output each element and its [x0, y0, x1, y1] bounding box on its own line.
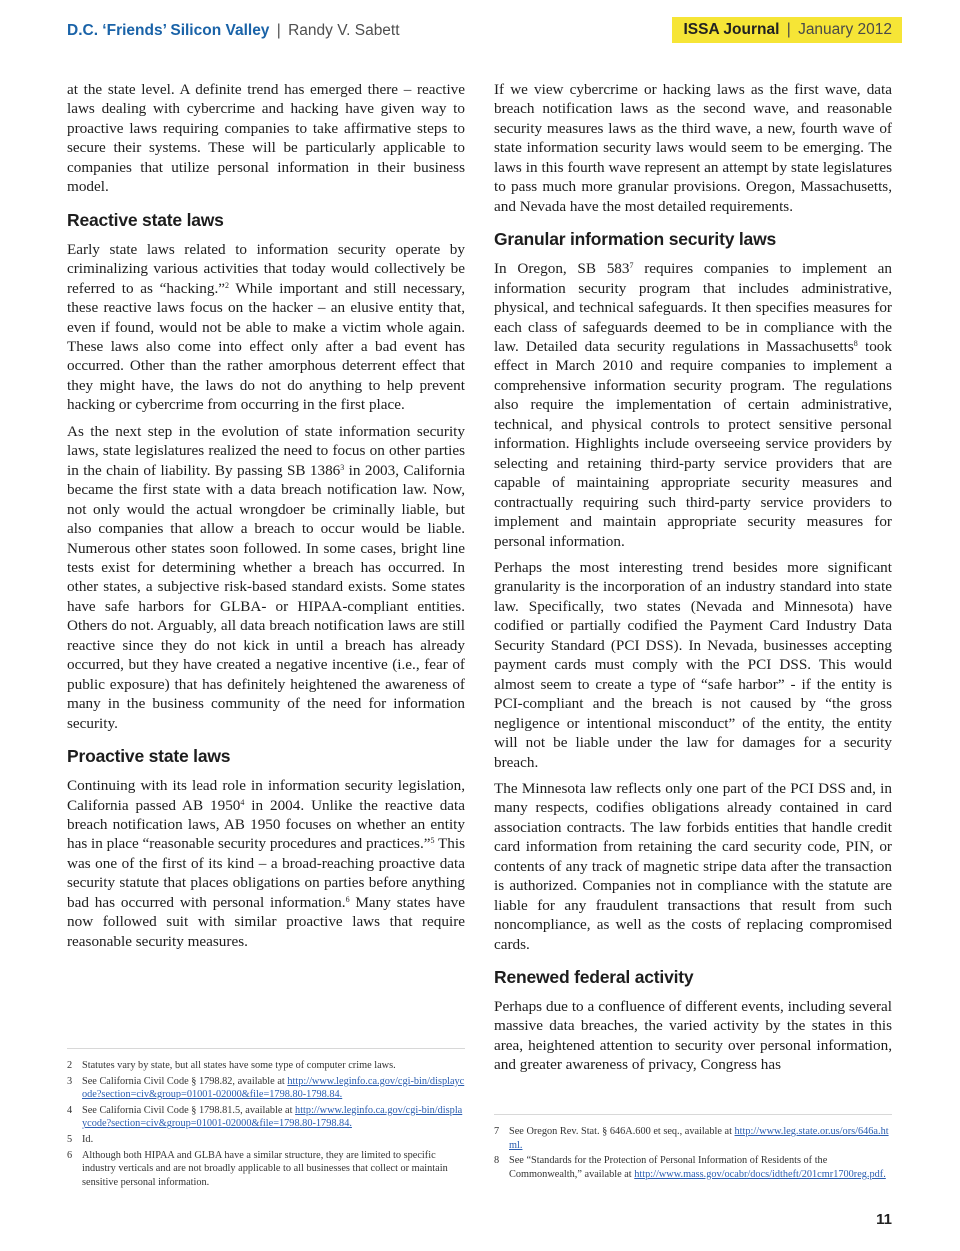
footnote: 5 Id. [67, 1133, 94, 1145]
footnote-ref[interactable]: 3 [340, 462, 345, 472]
running-header-left [67, 19, 400, 43]
reactive-paragraph-1: Early state laws related to information security operate by criminalizing various activities that today would collectively be referred to as “hacking.”$^2$ While important and still necessary, these reactive laws focus on the hacker – an elusive entity that, even if found, would not be able to make a victim whole again. These laws also come into effect only after a bad event has occurred. Other than the rather amorphous deterrent effect that they might have, the laws do not do anything to help prevent hacking or cybercrime from occurring in the first place. [67, 240, 465, 414]
header-separator: | [786, 21, 791, 38]
intro-paragraph: at the state level. A definite trend has emerged there – reactive laws dealing with cybercrime and hacking have given way to proactive laws requiring companies to take affirmative steps to secure their systems. These will be particularly applicable to companies that utilize personal information in their business model. [67, 81, 465, 196]
granular-paragraph-3: The Minnesota law reflects only one part of the PCI DSS and, in many respects, codifies obligations already contained in card association contracts. The law forbids entities that handle credit card information from retaining the card security code, PIN, or contents of any track of magnetic stripe data after the transaction is authorized. Companies not in compliance with the statute are liable for any fraudulent transactions that result from such noncompliance, as well as the costs of replacing compromised cards. [494, 779, 892, 953]
section-heading-federal: Renewed federal activity [494, 967, 694, 988]
footnotes-left [67, 1048, 465, 1191]
waves-paragraph: If we view cybercrime or hacking laws as the first wave, data breach notification laws as the second wave, and reasonable security measures laws as the third wave, a new, fourth wave of state information security laws would seem to be emerging. The laws in this fourth wave represent an attempt by state legislatures to pass much more granular provisions. Oregon, Massachusetts, and Nevada have the most detailed requirements. [494, 81, 892, 215]
footnote-ref[interactable]: 2 [225, 280, 229, 290]
footnote: 2 Statutes vary by state, but all states have some type of computer crime laws. [67, 1060, 396, 1071]
journal-title: ISSA Journal [683, 21, 780, 38]
right-column [494, 80, 892, 1082]
section-heading-proactive: Proactive state laws [67, 746, 231, 767]
footnote: 3 See California Civil Code § 1798.82, available at http://www.leginfo.ca.gov/cgi-bin/displaycode?section=civ&group=01001-02000&file=1798.80-1798.84. [67, 1075, 465, 1101]
page-number: 11 [876, 1211, 892, 1228]
federal-paragraph-1: Perhaps due to a confluence of different events, including several massive data breaches, the varied activity by the states in this area, heightened attention to security over personal information, and greater awareness of privacy, Congress has [494, 998, 892, 1074]
running-header-right [672, 17, 903, 43]
granular-paragraph-1: In Oregon, SB $583^7$ requires companies to implement an information security program that includes administrative, physical, and technical safeguards. It then specifies measures for each class of safeguards deemed to be in compliance with the law. Detailed data security regulations in Massachusetts$^8$ took effect in March 2010 and require companies to implement a comprehensive information security program. The regulations also require the implementation of certain administrative, technical, and physical controls to protect sensitive personal information. Highlights include overseeing service providers by selecting and retaining third-party service providers that are capable of maintaining appropriate security measures and contractually requiring such third-party service providers to implement and maintain appropriate security measures for personal information. [494, 260, 892, 550]
header-separator: | [276, 22, 281, 39]
footnote: 8 See “Standards for the Protection of Personal Information of Residents of the Commonwealth,” available at http://www.mass.gov/ocabr/docs/idtheft/201cmr1700reg.pdf. [494, 1155, 886, 1180]
footnote-link[interactable]: http://www.leg.state.or.us/ors/646a.html. [509, 1126, 889, 1151]
footnote-ref[interactable]: 8 [853, 338, 858, 348]
section-title: D.C. ‘Friends’ Silicon Valley [67, 22, 270, 39]
section-heading-reactive: Reactive state laws [67, 209, 224, 230]
footnote-divider [494, 1114, 892, 1115]
proactive-paragraph-1: Continuing with its lead role in information security legislation, California passed AB 1950$^4$ in 2004. Unlike the reactive data breach notification laws, AB 1950 focuses on whether an entity has in place “reasonable security procedures and practices.”$^5$ This was one of the first of its kind – a broad-reaching proactive data security statute that places obligations on parties before anything bad has occurred with personal information.$^6$ Many states have now followed suit with similar proactive laws that require reasonable security measures. [67, 777, 466, 950]
footnote-link[interactable]: http://www.leginfo.ca.gov/cgi-bin/displaycode?section=civ&group=01001-02000&file=1798.80-1798.84. [82, 1104, 463, 1130]
reactive-paragraph-2: As the next step in the evolution of state information security laws, state legislatures realized the need to focus on other parties in the chain of liability. By passing SB 1386$^3$ in 2003, California became the first state with a data breach notification law. Now, not only would the actual wrongdoer be criminally liable, but also companies that allow a breach to occur would be liable. Numerous other states soon followed. In some cases, bright line tests exist for determining whether a breach has occurred. In other states, a subjective risk-based standard exists. Some states have safe harbors for GLBA- or HIPAA-compliant entities. Others do not. Arguably, all data breach notification laws are still reactive since they do not kick in until a breach has already occurred, but they have created a negative incentive (i.e., fear of public exposure) that has definitely heightened the awareness of many in the business community of the need for information security. [67, 422, 465, 732]
footnote-link[interactable]: http://www.mass.gov/ocabr/docs/idtheft/201cmr1700reg.pdf. [634, 1168, 886, 1180]
footnote: 6 Although both HIPAA and GLBA have a similar structure, they are limited to specific industry verticals and are not broadly applicable to all businesses that collect or maintain sensitive personal information. [67, 1149, 448, 1188]
section-heading-granular: Granular information security laws [494, 229, 777, 250]
footnote: 7 See Oregon Rev. Stat. § 646A.600 et seq., available at http://www.leg.state.or.us/ors/646a.html. [494, 1126, 889, 1151]
footnote-ref[interactable]: 6 [345, 894, 350, 904]
footnotes-right [494, 1114, 892, 1183]
footnote-ref[interactable]: 5 [430, 836, 435, 846]
footnote: 4 See California Civil Code § 1798.81.5, available at http://www.leginfo.ca.gov/cgi-bin/displaycode?section=civ&group=01001-02000&file=1798.80-1798.84. [67, 1104, 463, 1130]
footnote-link[interactable]: http://www.leginfo.ca.gov/cgi-bin/displaycode?section=civ&group=01001-02000&file=1798.80-1798.84. [82, 1075, 465, 1101]
footnote-ref[interactable]: 4 [240, 797, 245, 807]
footnote-ref[interactable]: 7 [629, 261, 634, 271]
granular-paragraph-2: Perhaps the most interesting trend besides more significant granularity is the incorporation of an industry standard into state law. Specifically, two states (Nevada and Minnesota) have codified or partially codified the Payment Card Industry Data Security Standard (PCI DSS). In Nevada, businesses accepting payment cards must comply with the PCI DSS. This would almost seem to create a type of “safe harbor” - if the entity is PCI-compliant and the breach is not caused by “the gross negligence or intentional misconduct” of the entity, the entity will not be liable under the law for damages for a security breach. [494, 558, 892, 771]
footnote-divider [67, 1048, 465, 1049]
author-name: Randy V. Sabett [288, 22, 400, 39]
issue-date: January 2012 [798, 21, 892, 38]
left-column [67, 80, 465, 958]
